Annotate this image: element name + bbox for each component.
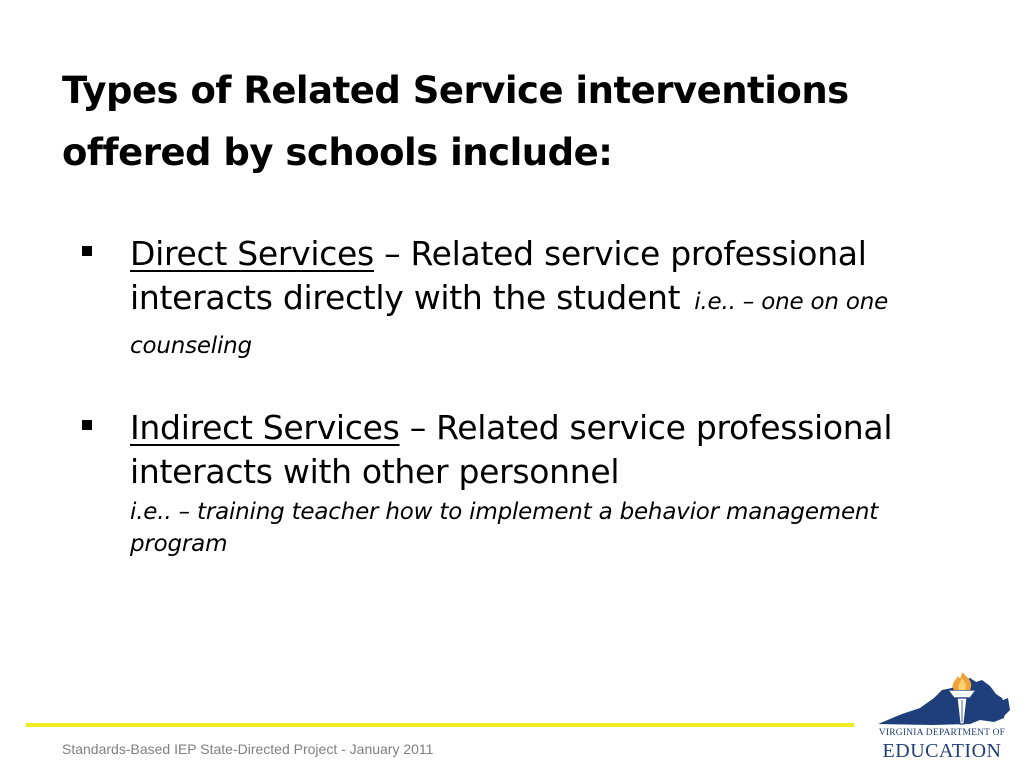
bullet-item-indirect-services — [82, 406, 962, 560]
bullet-description: – Related service professional interacts directly with the student — [130, 234, 867, 317]
bullet-description: – Related service professional interacts with other personnel — [130, 408, 893, 491]
bullet-example: i.e.. – training teacher how to implement a behavior management program — [130, 499, 879, 557]
bullet-example: i.e.. – one on one counseling — [130, 289, 889, 359]
logo-line2: EDUCATION — [882, 740, 1002, 762]
footer-text: Standards-Based IEP State-Directed Project - January 2011 — [62, 741, 434, 757]
virginia-torch-logo-icon — [872, 668, 1012, 730]
logo-line1: VIRGINIA DEPARTMENT OF — [878, 728, 1006, 738]
square-bullet-icon — [82, 246, 92, 256]
bullet-term: Direct Services — [130, 234, 374, 273]
footer-divider — [26, 723, 854, 727]
bullet-list — [82, 232, 962, 560]
department-logo — [872, 668, 1012, 764]
bullet-item-direct-services — [82, 232, 962, 364]
bullet-term: Indirect Services — [130, 408, 400, 447]
slide-title: Types of Related Service interventions offered by schools include: — [62, 69, 849, 174]
square-bullet-icon — [82, 420, 92, 430]
